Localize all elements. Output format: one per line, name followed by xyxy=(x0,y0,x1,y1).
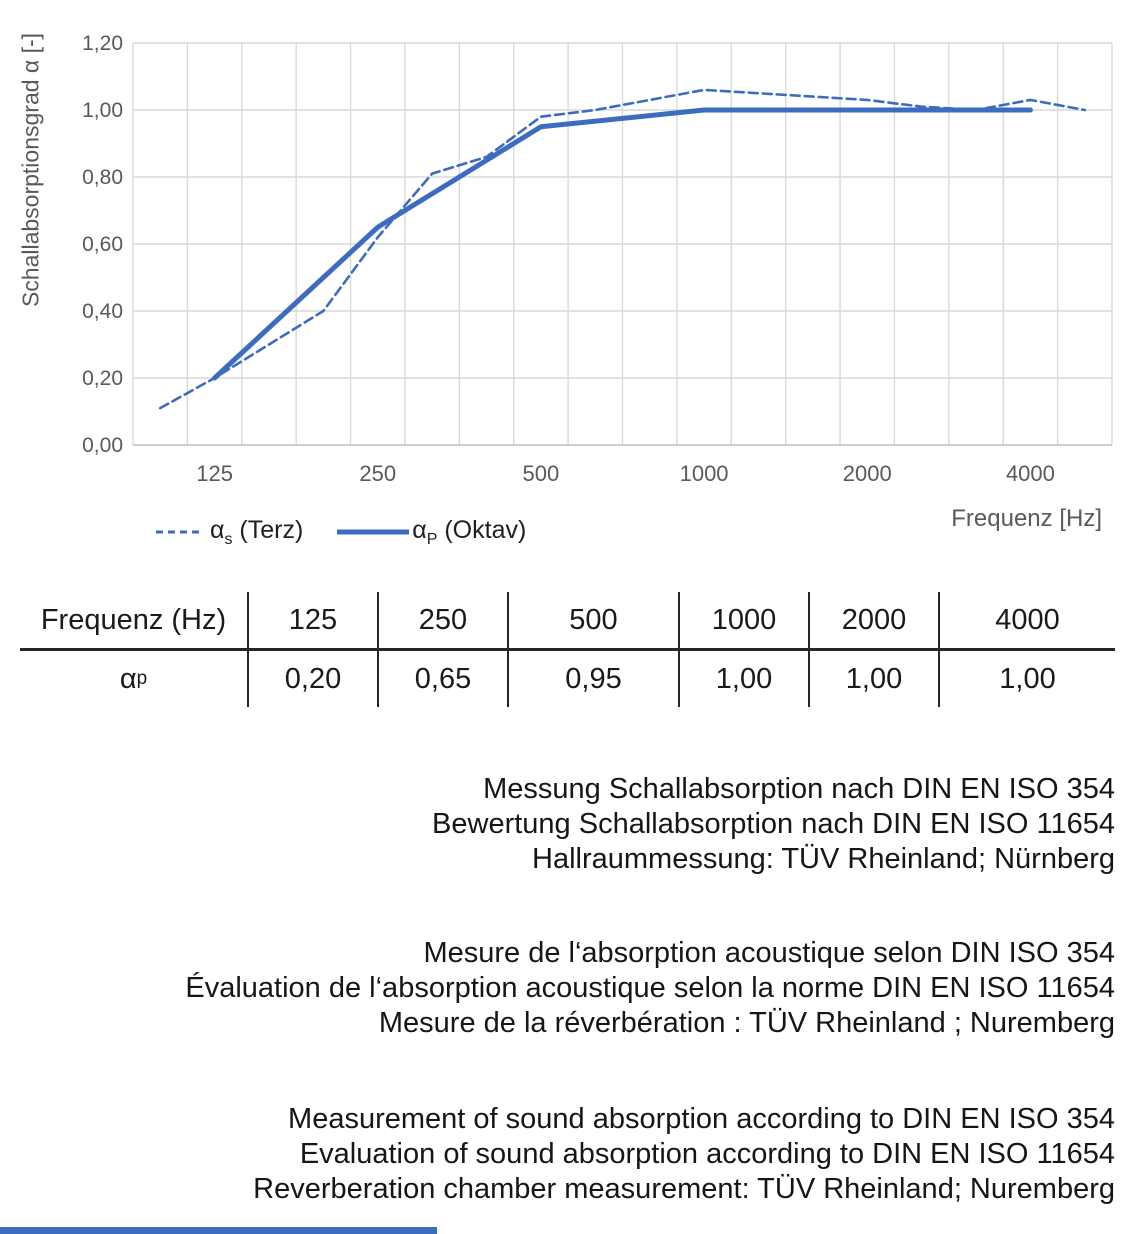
table-value-500: 0,95 xyxy=(507,651,678,707)
notes-german xyxy=(432,772,1115,877)
absorption-chart-svg xyxy=(0,0,1135,560)
table-value-4000: 1,00 xyxy=(938,651,1115,707)
svg-text:500: 500 xyxy=(522,461,560,486)
y-axis-title: Schallabsorptionsgrad α [-] xyxy=(17,32,44,308)
table-header-2000: 2000 xyxy=(808,592,938,648)
note-line: Evaluation of sound absorption according to DIN EN ISO 11654 xyxy=(299,1138,1115,1170)
note-line: Mesure de la réverbération : TÜV Rheinland ; Nuremberg xyxy=(378,1007,1115,1039)
table-header-4000: 4000 xyxy=(938,592,1115,648)
notes-english xyxy=(253,1102,1115,1207)
table-header-500: 500 xyxy=(507,592,678,648)
table-header-125: 125 xyxy=(247,592,377,648)
svg-text:0,00: 0,00 xyxy=(82,434,123,457)
legend-label-oktav: $\alpha_P$ (Oktav) xyxy=(412,515,527,548)
legend-solid-sample-icon xyxy=(336,528,410,536)
absorption-chart xyxy=(0,0,1135,560)
table-header-250: 250 xyxy=(377,592,507,648)
table-row-label-alpha-p: α p xyxy=(119,662,148,695)
table-value-125: 0,20 xyxy=(247,651,377,707)
note-line: Reverberation chamber measurement: TÜV Rheinland; Nuremberg xyxy=(253,1173,1115,1205)
note-line: Bewertung Schallabsorption nach DIN EN ISO 11654 xyxy=(432,808,1115,840)
svg-text:250: 250 xyxy=(359,461,397,486)
legend-label-terz: $\alpha_s$ (Terz) xyxy=(210,515,304,548)
table-value-2000: 1,00 xyxy=(808,651,938,707)
bottom-accent-bar xyxy=(0,1227,437,1234)
note-line: Measurement of sound absorption according to DIN EN ISO 354 xyxy=(288,1103,1115,1135)
note-line: Messung Schallabsorption nach DIN EN ISO 354 xyxy=(483,773,1115,805)
svg-text:1000: 1000 xyxy=(679,461,729,486)
note-line: Mesure de l‘absorption acoustique selon DIN ISO 354 xyxy=(423,937,1115,969)
notes-french xyxy=(185,936,1115,1041)
table-header-1000: 1000 xyxy=(678,592,808,648)
table-value-row xyxy=(20,651,1115,707)
svg-text:0,20: 0,20 xyxy=(82,367,123,390)
table-value-250: 0,65 xyxy=(377,651,507,707)
svg-text:0,40: 0,40 xyxy=(82,300,123,323)
svg-text:1,00: 1,00 xyxy=(82,99,123,122)
note-line: Hallraummessung: TÜV Rheinland; Nürnberg xyxy=(532,843,1115,875)
chart-legend xyxy=(155,516,526,548)
table-value-1000: 1,00 xyxy=(678,651,808,707)
svg-text:1,20: 1,20 xyxy=(82,32,123,55)
absorption-table xyxy=(20,592,1115,707)
svg-text:0,60: 0,60 xyxy=(82,233,123,256)
svg-text:2000: 2000 xyxy=(842,461,892,486)
note-line: Évaluation de l‘absorption acoustique selon la norme DIN EN ISO 11654 xyxy=(185,972,1115,1004)
table-header-row xyxy=(20,592,1115,651)
svg-text:0,80: 0,80 xyxy=(82,166,123,189)
svg-text:125: 125 xyxy=(196,461,233,486)
x-axis-title: Frequenz [Hz] xyxy=(951,505,1102,532)
table-header-frequency: Frequenz (Hz) xyxy=(40,603,227,636)
legend-dashed-sample-icon xyxy=(155,528,201,536)
svg-text:4000: 4000 xyxy=(1005,461,1055,486)
